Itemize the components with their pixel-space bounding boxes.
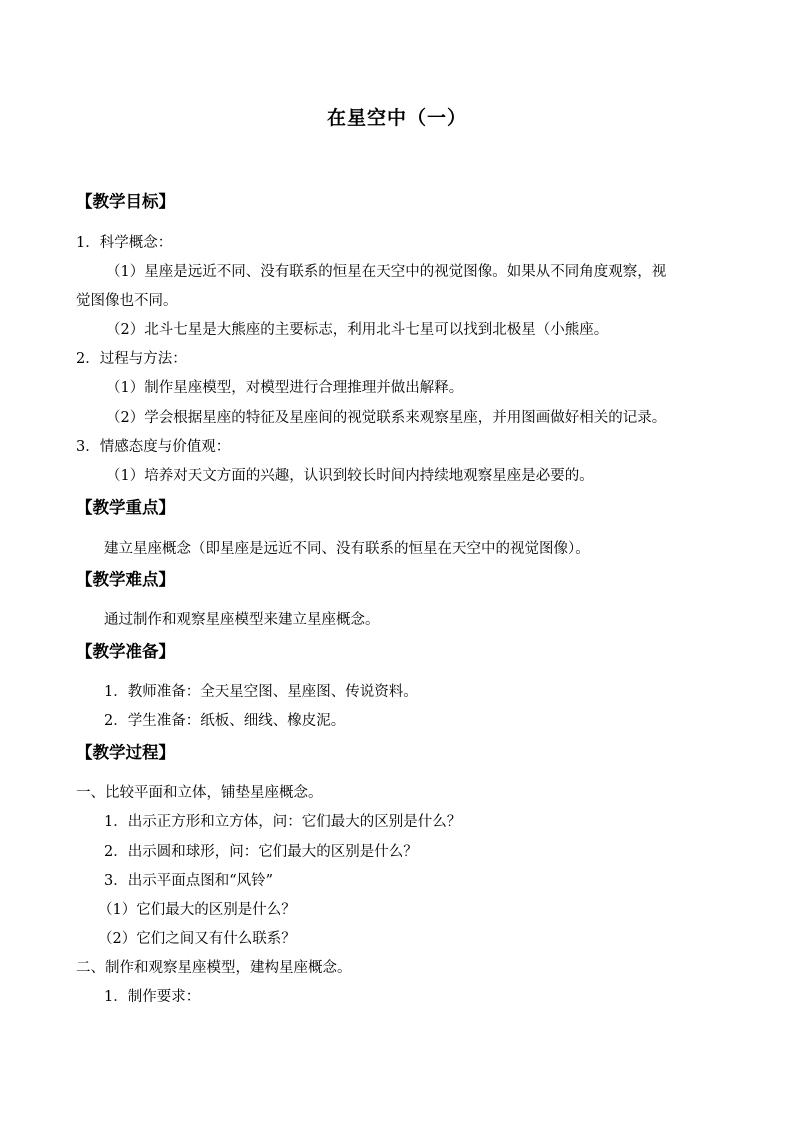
process-part-1: 一、比较平面和立体，铺垫星座概念。 <box>76 785 323 801</box>
process-heading: 【教学过程】 <box>76 743 175 762</box>
process-part-1-item-3-sub-2: （2）它们之间又有什么联系？ <box>98 931 296 947</box>
objectives-item-2-sub-1: （1）制作星座模型，对模型进行合理推理并做出解释。 <box>106 380 464 396</box>
page-title: 在星空中（一） <box>326 107 467 129</box>
preparation-item-2: 2．学生准备：纸板、细线、橡皮泥。 <box>104 713 346 729</box>
difficulties-heading: 【教学难点】 <box>76 570 175 589</box>
process-part-1-item-2: 2．出示圆和球形，问：它们最大的区别是什么？ <box>104 844 418 860</box>
difficulties-text: 通过制作和观察星座模型来建立星座概念。 <box>104 612 380 628</box>
objectives-item-2: 2．过程与方法： <box>76 351 187 367</box>
process-part-1-item-3-sub-1: （1）它们最大的区别是什么？ <box>98 902 296 918</box>
objectives-heading: 【教学目标】 <box>76 192 175 211</box>
objectives-item-1-sub-1-line-2: 觉图像也不同。 <box>76 293 178 309</box>
preparation-heading: 【教学准备】 <box>76 642 175 661</box>
objectives-item-3: 3．情感态度与价值观： <box>76 439 231 455</box>
objectives-item-1-sub-2: （2）北斗七星是大熊座的主要标志，利用北斗七星可以找到北极星（小熊座。 <box>106 322 609 338</box>
process-part-2: 二、制作和观察星座模型，建构星座概念。 <box>76 960 352 976</box>
key-points-heading: 【教学重点】 <box>76 498 175 517</box>
objectives-item-1-sub-1-line-1: （1）星座是远近不同、没有联系的恒星在天空中的视觉图像。如果从不同角度观察，视 <box>106 264 667 280</box>
key-points-text: 建立星座概念（即星座是远近不同、没有联系的恒星在天空中的视觉图像）。 <box>104 541 590 557</box>
process-part-1-item-1: 1．出示正方形和立方体，问：它们最大的区别是什么？ <box>104 814 462 830</box>
process-part-1-item-3: 3．出示平面点图和“风铃” <box>104 873 274 889</box>
objectives-item-2-sub-2: （2）学会根据星座的特征及星座间的视觉联系来观察星座，并用图画做好相关的记录。 <box>106 410 667 426</box>
process-part-2-item-1: 1．制作要求： <box>104 989 201 1005</box>
objectives-item-1: 1．科学概念： <box>76 235 173 251</box>
objectives-item-3-sub-1: （1）培养对天文方面的兴趣，认识到较长时间内持续地观察星座是必要的。 <box>106 468 594 484</box>
preparation-item-1: 1．教师准备：全天星空图、星座图、传说资料。 <box>104 684 418 700</box>
